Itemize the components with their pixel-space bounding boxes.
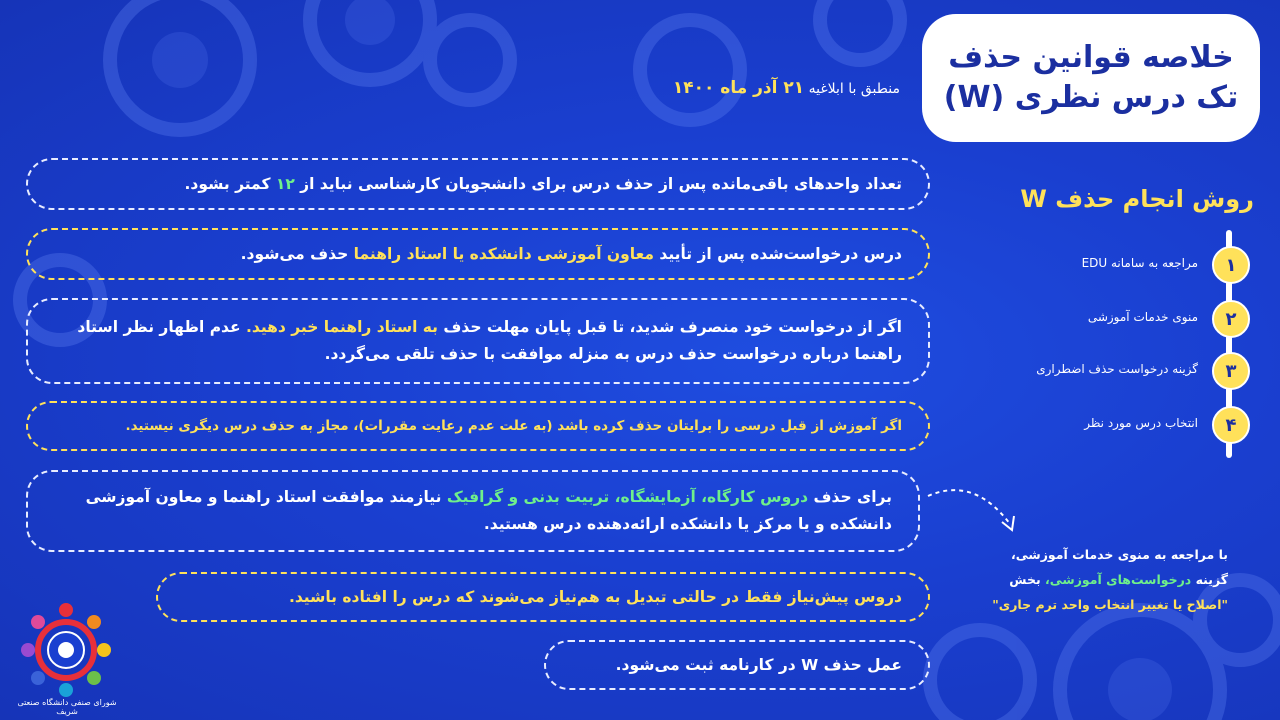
rule-3-text-a: اگر از درخواست خود منصرف شدید، تا قبل پایان مهلت حذف bbox=[438, 318, 902, 336]
step-1-badge: ۱ bbox=[1212, 246, 1250, 284]
rule-2 bbox=[26, 228, 930, 280]
rule-5-highlight: دروس کارگاه، آزمایشگاه، تربیت بدنی و گرافیک bbox=[446, 488, 809, 506]
council-logo bbox=[18, 600, 114, 710]
step-1-label: مراجعه به سامانه EDU bbox=[1081, 256, 1198, 270]
rule-5 bbox=[26, 470, 920, 552]
note-line-2 bbox=[938, 567, 1228, 592]
method-title: روش انجام حذف W bbox=[1020, 185, 1254, 213]
rule-1-text-a: تعداد واحدهای باقی‌مانده پس از حذف درس برای دانشجویان کارشناسی نباید از bbox=[294, 174, 902, 193]
rule-3-text-b: عدم اظهار نظر استاد راهنما درباره درخواست حذف درس به منزله موافقت با حذف تلقی می‌گردد. bbox=[77, 318, 902, 363]
rule-3-highlight: به استاد راهنما خبر دهید. bbox=[246, 318, 438, 336]
subtitle-date: ۲۱ آذر ماه ۱۴۰۰ bbox=[672, 78, 805, 98]
rule-1-highlight: ۱۲ bbox=[275, 174, 295, 193]
step-3-badge: ۳ bbox=[1212, 352, 1250, 390]
method-note bbox=[938, 542, 1228, 617]
rule-3 bbox=[26, 298, 930, 384]
rule-6 bbox=[156, 572, 930, 622]
note-line-2-highlight: درخواست‌های آموزشی، bbox=[1045, 572, 1192, 587]
logo-caption: شورای صنفی دانشگاه صنعتی شریف bbox=[17, 698, 117, 716]
note-line-3: "اصلاح یا تغییر انتخاب واحد ترم جاری" bbox=[992, 597, 1228, 612]
note-line-2-c: بخش bbox=[1009, 572, 1046, 587]
rule-4-text: اگر آموزش از قبل درسی را برایتان حذف کرده باشد (به علت عدم رعایت مقررات)، مجاز به حذف درس دیگری نیستید. bbox=[125, 417, 902, 434]
rule-5-text-a: برای حذف bbox=[808, 488, 892, 506]
subtitle bbox=[673, 78, 900, 98]
rule-2-text-b: حذف می‌شود. bbox=[240, 244, 354, 263]
step-4-badge: ۴ bbox=[1212, 406, 1250, 444]
curved-arrow-icon bbox=[924, 482, 1024, 542]
note-line-2-a: گزینه bbox=[1191, 572, 1228, 587]
rule-4 bbox=[26, 401, 930, 451]
title-line-1: خلاصه قوانین حذف bbox=[948, 40, 1234, 75]
note-line-1: با مراجعه به منوی خدمات آموزشی، bbox=[1011, 547, 1228, 562]
rule-2-text-a: درس درخواست‌شده پس از تأیید bbox=[653, 244, 902, 263]
step-2-badge: ۲ bbox=[1212, 300, 1250, 338]
rule-5-text-b: نیازمند موافقت استاد راهنما و معاون آموزشی دانشکده و یا مرکز یا دانشکده ارائه‌دهنده درس هستید. bbox=[85, 488, 892, 533]
rule-1-text-b: کمتر بشود. bbox=[184, 174, 276, 193]
rule-7-text: عمل حذف W در کارنامه ثبت می‌شود. bbox=[615, 655, 902, 674]
rule-2-highlight: معاون آموزشی دانشکده یا استاد راهنما bbox=[353, 244, 654, 263]
step-2-label: منوی خدمات آموزشی bbox=[1087, 310, 1198, 324]
rule-1 bbox=[26, 158, 930, 210]
title-card bbox=[922, 14, 1260, 142]
title-line-2: تک درس نظری (W) bbox=[943, 80, 1239, 115]
step-3-label: گزینه درخواست حذف اضطراری bbox=[1036, 362, 1198, 376]
subtitle-prefix: منطبق با ابلاغیه bbox=[808, 81, 900, 97]
rule-7 bbox=[544, 640, 930, 690]
rule-6-text: دروس پیش‌نیاز فقط در حالتی تبدیل به هم‌نیاز می‌شوند که درس را افتاده باشید. bbox=[288, 587, 902, 606]
step-4-label: انتخاب درس مورد نظر bbox=[1084, 416, 1198, 430]
